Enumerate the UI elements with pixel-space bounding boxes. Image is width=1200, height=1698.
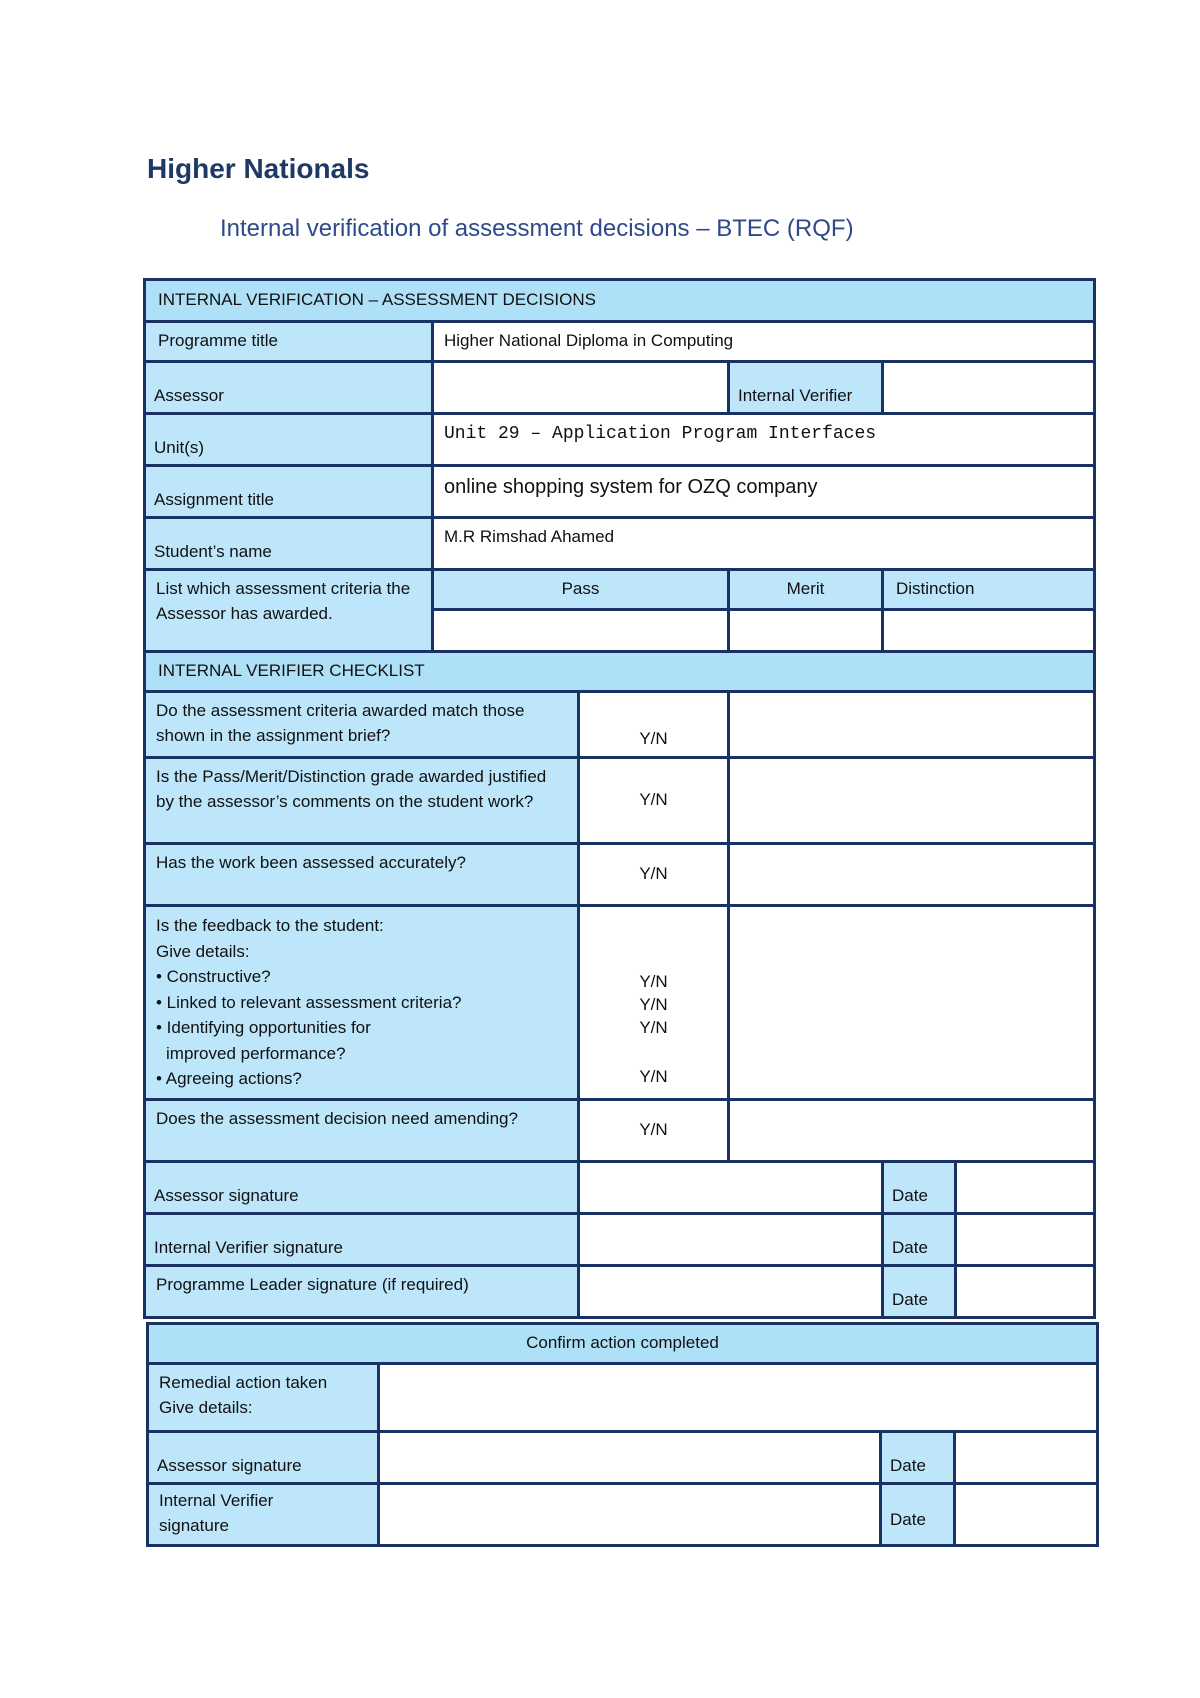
confirm-assessor-signature-field[interactable]: [379, 1432, 881, 1484]
confirm-action-table: [146, 1322, 1099, 1547]
confirm-assessor-date-label: Date: [881, 1432, 955, 1484]
merit-header: Merit: [729, 570, 883, 610]
distinction-criteria-field[interactable]: [883, 610, 1095, 652]
remedial-action-label: [148, 1364, 379, 1432]
checklist-q4-intro: Is the feedback to the student:: [156, 916, 384, 935]
assessor-signature-label: Assessor signature: [145, 1161, 579, 1213]
student-name-field[interactable]: M.R Rimshad Ahamed: [433, 518, 1095, 570]
checklist-q4-bullet-identifying-cont: improved performance?: [166, 1043, 346, 1063]
checklist-q4-bullet-identifying: • Identifying opportunities for: [156, 1018, 371, 1037]
checklist-q2: Is the Pass/Merit/Distinction grade awarded justified by the assessor’s comments on the student work?: [145, 758, 579, 844]
confirm-iv-signature-line1: Internal Verifier: [159, 1491, 274, 1510]
confirm-assessor-date-field[interactable]: [955, 1432, 1098, 1484]
checklist-q4-details: Give details:: [156, 941, 250, 961]
checklist-q4-bullet-linked: • Linked to relevant assessment criteria?: [156, 992, 462, 1012]
pl-signature-field[interactable]: [579, 1265, 883, 1317]
checklist-q1-comment[interactable]: [729, 692, 1095, 758]
checklist-q3: Has the work been assessed accurately?: [145, 844, 579, 906]
assessor-date-field[interactable]: [956, 1161, 1095, 1213]
checklist-q3-comment[interactable]: [729, 844, 1095, 906]
confirm-action-header: Confirm action completed: [148, 1324, 1098, 1364]
checklist-q4: [145, 906, 579, 1100]
page-title: Higher Nationals: [147, 153, 370, 184]
checklist-q5: Does the assessment decision need amending?: [145, 1099, 579, 1161]
programme-title-field[interactable]: Higher National Diploma in Computing: [433, 322, 1095, 362]
pl-signature-label: Programme Leader signature (if required): [145, 1265, 579, 1317]
remedial-action-title: Remedial action taken: [159, 1373, 328, 1392]
distinction-header: Distinction: [883, 570, 1095, 610]
confirm-iv-signature-label: [148, 1484, 379, 1546]
remedial-action-details: Give details:: [159, 1397, 253, 1417]
checklist-q1-yn[interactable]: Y/N: [579, 692, 729, 758]
internal-verifier-field[interactable]: [883, 362, 1095, 414]
checklist-q5-yn[interactable]: Y/N: [579, 1099, 729, 1161]
section-header-assessment-decisions: INTERNAL VERIFICATION – ASSESSMENT DECISIONS: [145, 280, 1095, 322]
checklist-q4-yn-4[interactable]: Y/N: [639, 1066, 668, 1086]
assessor-field[interactable]: [433, 362, 729, 414]
iv-date-field[interactable]: [956, 1213, 1095, 1265]
confirm-iv-date-label: Date: [881, 1484, 955, 1546]
assessor-label: Assessor: [145, 362, 433, 414]
page-subtitle: Internal verification of assessment decisions – BTEC (RQF): [220, 215, 854, 242]
checklist-q3-yn[interactable]: Y/N: [579, 844, 729, 906]
checklist-q1: Do the assessment criteria awarded match those shown in the assignment brief?: [145, 692, 579, 758]
checklist-q2-comment[interactable]: [729, 758, 1095, 844]
checklist-q4-bullet-agreeing: • Agreeing actions?: [156, 1069, 302, 1088]
section-header-checklist: INTERNAL VERIFIER CHECKLIST: [145, 652, 1095, 692]
checklist-q4-comment[interactable]: [729, 906, 1095, 1100]
checklist-q2-yn[interactable]: Y/N: [579, 758, 729, 844]
remedial-action-field[interactable]: [379, 1364, 1098, 1432]
programme-title-label: Programme title: [145, 322, 433, 362]
iv-signature-label: Internal Verifier signature: [145, 1213, 579, 1265]
pass-header: Pass: [433, 570, 729, 610]
criteria-label: List which assessment criteria the Assessor has awarded.: [145, 570, 433, 652]
checklist-q4-yn-3[interactable]: Y/N: [639, 1017, 668, 1037]
confirm-iv-signature-line2: signature: [159, 1515, 229, 1535]
unit-field[interactable]: Unit 29 – Application Program Interfaces: [433, 414, 1095, 466]
pl-date-label: Date: [883, 1265, 956, 1317]
iv-signature-field[interactable]: [579, 1213, 883, 1265]
merit-criteria-field[interactable]: [729, 610, 883, 652]
confirm-iv-date-field[interactable]: [955, 1484, 1098, 1546]
pl-date-field[interactable]: [956, 1265, 1095, 1317]
verification-table: [143, 278, 1096, 1319]
assignment-title-label: Assignment title: [145, 466, 433, 518]
confirm-assessor-signature-label: Assessor signature: [148, 1432, 379, 1484]
checklist-q4-yn-group: [579, 906, 729, 1100]
pass-criteria-field[interactable]: [433, 610, 729, 652]
internal-verifier-label: Internal Verifier: [729, 362, 883, 414]
iv-date-label: Date: [883, 1213, 956, 1265]
assessor-date-label: Date: [883, 1161, 956, 1213]
assessor-signature-field[interactable]: [579, 1161, 883, 1213]
confirm-iv-signature-field[interactable]: [379, 1484, 881, 1546]
checklist-q5-comment[interactable]: [729, 1099, 1095, 1161]
unit-label: Unit(s): [145, 414, 433, 466]
checklist-q4-yn-2[interactable]: Y/N: [639, 994, 668, 1014]
checklist-q4-bullet-constructive: • Constructive?: [156, 967, 271, 986]
student-name-label: Student’s name: [145, 518, 433, 570]
checklist-q4-yn-1[interactable]: Y/N: [639, 972, 668, 991]
assignment-title-field[interactable]: online shopping system for OZQ company: [433, 466, 1095, 518]
